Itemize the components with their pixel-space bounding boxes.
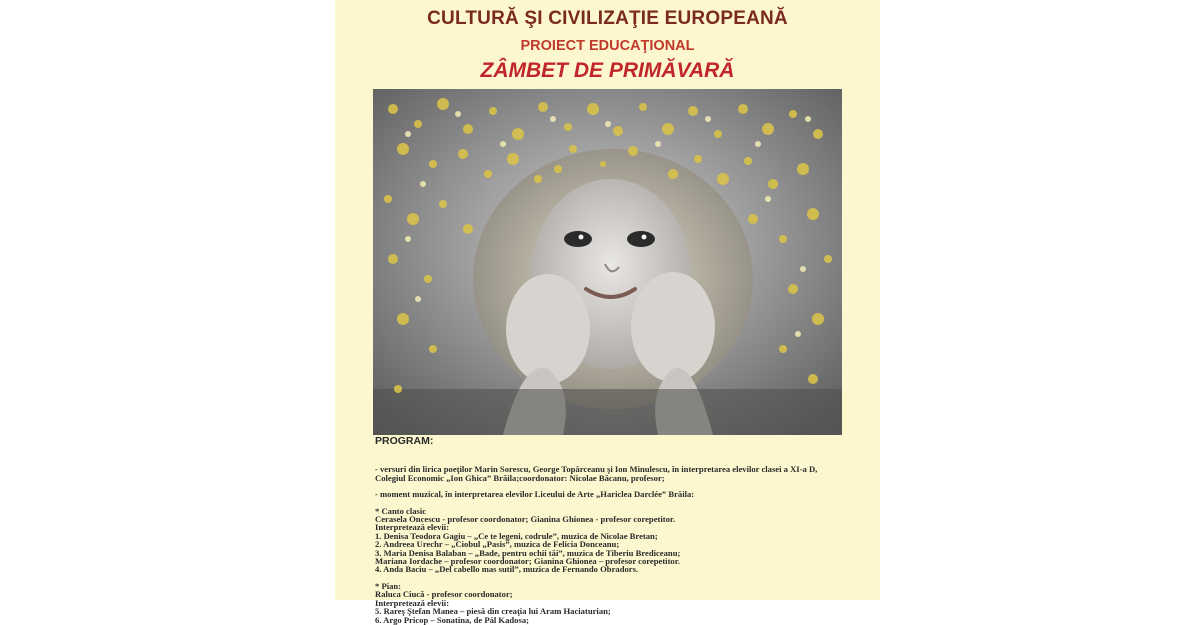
program-line: * Pian: [375, 580, 402, 591]
program-line: 2. Andreea Urechr – „Ciobul „Pasis”, muzica de Felicia Donceanu; [375, 539, 620, 550]
program-line: Colegiul Economic „Ion Ghica” Brăila;coordonator: Nicolae Băcanu, profesor; [375, 472, 665, 483]
program-line: 5. Rareş Ştefan Manea – piesă din creaţia lui Aram Haciaturian; [375, 606, 611, 617]
program-heading: PROGRAM: [375, 435, 434, 447]
poster-title: CULTURĂ ŞI CIVILIZAŢIE EUROPEANĂ [427, 8, 788, 29]
program-line: Interpretează elevii: [375, 522, 450, 533]
program-section [375, 437, 845, 624]
child-flower-crown-photo [373, 89, 842, 435]
poster-subtitle: PROIECT EDUCAŢIONAL [520, 38, 695, 54]
photo-illustration [373, 89, 842, 435]
program-line: 6. Argo Pricop – Sonatina, de Pál Kadosa; [375, 614, 529, 625]
program-line: - moment muzical, în interpretarea elevilor Liceului de Arte „Hariclea Darclée” Brăila: [375, 489, 695, 500]
program-line: 3. Maria Denisa Balaban – „Bade, pentru ochii tăi”, muzica de Tiberiu Brediceanu; [375, 547, 681, 558]
program-line: 1. Denisa Teodora Gagiu – „Ce te legeni, codrule”, muzica de Nicolae Bretan; [375, 530, 658, 541]
poster [335, 0, 880, 625]
program-line: * Canto clasic [375, 505, 427, 516]
program-line: Interpretează elevii: [375, 597, 450, 608]
program-line: 4. Anda Baciu – „Del cabello mas sutil”, muzica de Fernando Obradors. [375, 564, 639, 575]
program-line: Mariana Iordache – profesor coordonator; Gianina Ghionea – profesor corepetitor. [375, 556, 680, 567]
program-line: Raluca Ciucă - profesor coordonator; [375, 589, 513, 600]
program-line: - versuri din lirica poeţilor Marin Sorescu, George Topârceanu şi Ion Minulescu, în interpretarea elevilor clasei a XI-a D, [375, 464, 818, 475]
poster-headline: ZÂMBET DE PRIMĂVARĂ [480, 59, 735, 82]
program-line: Cerasela Oncescu - profesor coordonator; Gianina Ghionea - profesor corepetitor. [375, 514, 676, 525]
